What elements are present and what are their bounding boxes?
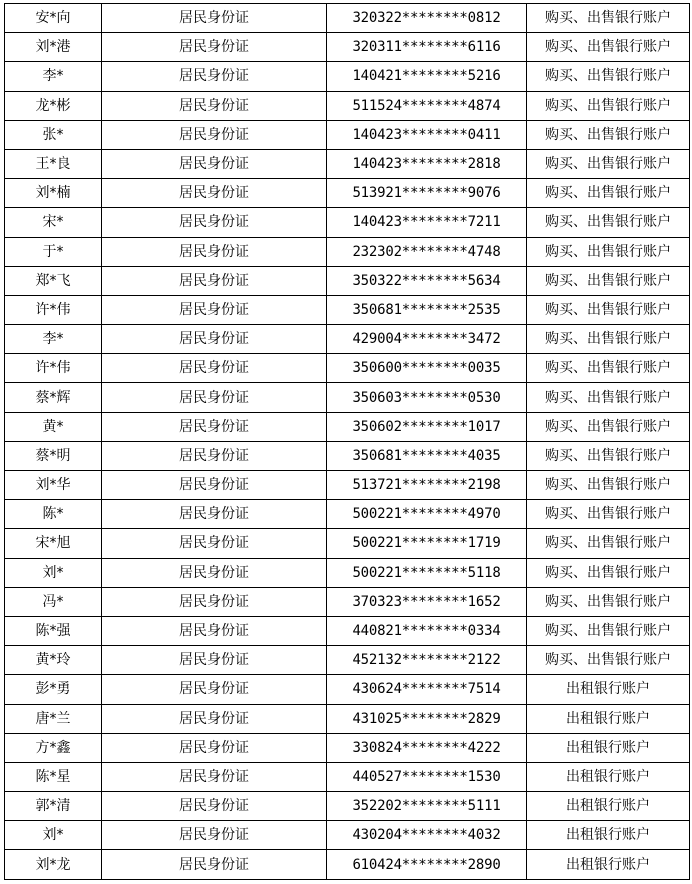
name-cell: 刘*楠: [5, 179, 102, 208]
document-type-cell: 居民身份证: [102, 529, 327, 558]
table-row: [5, 412, 690, 441]
id-number-cell: 320322********0812: [327, 4, 527, 33]
id-number-cell: 350681********4035: [327, 441, 527, 470]
id-number-cell: 320311********6116: [327, 33, 527, 62]
name-cell: 宋*: [5, 208, 102, 237]
id-number-cell: 440821********0334: [327, 616, 527, 645]
table-row: [5, 704, 690, 733]
id-number-cell: 440527********1530: [327, 762, 527, 791]
violation-type-cell: 购买、出售银行账户: [527, 266, 690, 295]
name-cell: 黄*玲: [5, 646, 102, 675]
name-cell: 王*良: [5, 149, 102, 178]
name-cell: 陈*: [5, 500, 102, 529]
violation-type-cell: 购买、出售银行账户: [527, 179, 690, 208]
name-cell: 陈*星: [5, 762, 102, 791]
violation-type-cell: 购买、出售银行账户: [527, 237, 690, 266]
name-cell: 李*: [5, 62, 102, 91]
name-cell: 刘*: [5, 558, 102, 587]
records-table: [4, 3, 690, 880]
document-type-cell: 居民身份证: [102, 266, 327, 295]
name-cell: 方*鑫: [5, 733, 102, 762]
violation-type-cell: 购买、出售银行账户: [527, 441, 690, 470]
violation-type-cell: 购买、出售银行账户: [527, 33, 690, 62]
id-number-cell: 500221********4970: [327, 500, 527, 529]
violation-type-cell: 购买、出售银行账户: [527, 4, 690, 33]
table-row: [5, 208, 690, 237]
table-row: [5, 646, 690, 675]
name-cell: 彭*勇: [5, 675, 102, 704]
document-type-cell: 居民身份证: [102, 325, 327, 354]
violation-type-cell: 出租银行账户: [527, 675, 690, 704]
document-type-cell: 居民身份证: [102, 149, 327, 178]
name-cell: 龙*彬: [5, 91, 102, 120]
table-row: [5, 91, 690, 120]
id-number-cell: 350602********1017: [327, 412, 527, 441]
violation-type-cell: 购买、出售银行账户: [527, 558, 690, 587]
document-type-cell: 居民身份证: [102, 792, 327, 821]
id-number-cell: 140421********5216: [327, 62, 527, 91]
id-number-cell: 610424********2890: [327, 850, 527, 879]
violation-type-cell: 购买、出售银行账户: [527, 62, 690, 91]
name-cell: 刘*龙: [5, 850, 102, 879]
table-row: [5, 558, 690, 587]
document-type-cell: 居民身份证: [102, 471, 327, 500]
name-cell: 刘*: [5, 821, 102, 850]
document-type-cell: 居民身份证: [102, 850, 327, 879]
id-number-cell: 429004********3472: [327, 325, 527, 354]
table-row: [5, 179, 690, 208]
table-row: [5, 821, 690, 850]
violation-type-cell: 购买、出售银行账户: [527, 471, 690, 500]
table-row: [5, 471, 690, 500]
document-type-cell: 居民身份证: [102, 675, 327, 704]
document-type-cell: 居民身份证: [102, 383, 327, 412]
name-cell: 刘*港: [5, 33, 102, 62]
document-type-cell: 居民身份证: [102, 208, 327, 237]
table-row: [5, 295, 690, 324]
id-number-cell: 370323********1652: [327, 587, 527, 616]
document-type-cell: 居民身份证: [102, 587, 327, 616]
table-row: [5, 62, 690, 91]
violation-type-cell: 购买、出售银行账户: [527, 149, 690, 178]
name-cell: 冯*: [5, 587, 102, 616]
violation-type-cell: 购买、出售银行账户: [527, 500, 690, 529]
name-cell: 蔡*明: [5, 441, 102, 470]
id-number-cell: 431025********2829: [327, 704, 527, 733]
name-cell: 许*伟: [5, 354, 102, 383]
table-row: [5, 149, 690, 178]
violation-type-cell: 购买、出售银行账户: [527, 383, 690, 412]
document-type-cell: 居民身份证: [102, 646, 327, 675]
violation-type-cell: 购买、出售银行账户: [527, 208, 690, 237]
table-row: [5, 529, 690, 558]
violation-type-cell: 出租银行账户: [527, 821, 690, 850]
document-type-cell: 居民身份证: [102, 558, 327, 587]
table-row: [5, 733, 690, 762]
document-type-cell: 居民身份证: [102, 295, 327, 324]
violation-type-cell: 购买、出售银行账户: [527, 295, 690, 324]
document-type-cell: 居民身份证: [102, 33, 327, 62]
id-number-cell: 350322********5634: [327, 266, 527, 295]
table-row: [5, 325, 690, 354]
id-number-cell: 232302********4748: [327, 237, 527, 266]
violation-type-cell: 出租银行账户: [527, 733, 690, 762]
id-number-cell: 140423********0411: [327, 120, 527, 149]
violation-type-cell: 购买、出售银行账户: [527, 412, 690, 441]
name-cell: 刘*华: [5, 471, 102, 500]
document-type-cell: 居民身份证: [102, 500, 327, 529]
id-number-cell: 430204********4032: [327, 821, 527, 850]
document-type-cell: 居民身份证: [102, 179, 327, 208]
document-type-cell: 居民身份证: [102, 412, 327, 441]
document-type-cell: 居民身份证: [102, 616, 327, 645]
id-number-cell: 513721********2198: [327, 471, 527, 500]
document-type-cell: 居民身份证: [102, 704, 327, 733]
id-number-cell: 513921********9076: [327, 179, 527, 208]
violation-type-cell: 出租银行账户: [527, 762, 690, 791]
id-number-cell: 500221********1719: [327, 529, 527, 558]
table-row: [5, 792, 690, 821]
table-row: [5, 587, 690, 616]
violation-type-cell: 购买、出售银行账户: [527, 325, 690, 354]
id-number-cell: 452132********2122: [327, 646, 527, 675]
table-row: [5, 33, 690, 62]
violation-type-cell: 购买、出售银行账户: [527, 529, 690, 558]
violation-type-cell: 购买、出售银行账户: [527, 120, 690, 149]
violation-type-cell: 出租银行账户: [527, 704, 690, 733]
document-type-cell: 居民身份证: [102, 821, 327, 850]
document-type-cell: 居民身份证: [102, 354, 327, 383]
name-cell: 李*: [5, 325, 102, 354]
table-row: [5, 237, 690, 266]
name-cell: 宋*旭: [5, 529, 102, 558]
name-cell: 黄*: [5, 412, 102, 441]
name-cell: 陈*强: [5, 616, 102, 645]
table-row: [5, 500, 690, 529]
id-number-cell: 350600********0035: [327, 354, 527, 383]
name-cell: 张*: [5, 120, 102, 149]
id-number-cell: 140423********7211: [327, 208, 527, 237]
violation-type-cell: 购买、出售银行账户: [527, 91, 690, 120]
table-row: [5, 616, 690, 645]
table-row: [5, 4, 690, 33]
name-cell: 许*伟: [5, 295, 102, 324]
document-type-cell: 居民身份证: [102, 91, 327, 120]
violation-type-cell: 购买、出售银行账户: [527, 354, 690, 383]
violation-type-cell: 购买、出售银行账户: [527, 646, 690, 675]
id-number-cell: 511524********4874: [327, 91, 527, 120]
document-type-cell: 居民身份证: [102, 441, 327, 470]
document-type-cell: 居民身份证: [102, 237, 327, 266]
violation-type-cell: 出租银行账户: [527, 792, 690, 821]
document-type-cell: 居民身份证: [102, 120, 327, 149]
id-number-cell: 350603********0530: [327, 383, 527, 412]
document-type-cell: 居民身份证: [102, 762, 327, 791]
id-number-cell: 500221********5118: [327, 558, 527, 587]
document-type-cell: 居民身份证: [102, 4, 327, 33]
id-number-cell: 430624********7514: [327, 675, 527, 704]
document-type-cell: 居民身份证: [102, 733, 327, 762]
records-table-body: [5, 4, 690, 880]
id-number-cell: 330824********4222: [327, 733, 527, 762]
table-row: [5, 441, 690, 470]
violation-type-cell: 购买、出售银行账户: [527, 587, 690, 616]
name-cell: 蔡*辉: [5, 383, 102, 412]
table-row: [5, 383, 690, 412]
violation-type-cell: 购买、出售银行账户: [527, 616, 690, 645]
document-type-cell: 居民身份证: [102, 62, 327, 91]
id-number-cell: 140423********2818: [327, 149, 527, 178]
name-cell: 唐*兰: [5, 704, 102, 733]
name-cell: 郑*飞: [5, 266, 102, 295]
name-cell: 郭*清: [5, 792, 102, 821]
table-row: [5, 266, 690, 295]
table-row: [5, 850, 690, 879]
id-number-cell: 350681********2535: [327, 295, 527, 324]
table-row: [5, 675, 690, 704]
id-number-cell: 352202********5111: [327, 792, 527, 821]
table-row: [5, 762, 690, 791]
table-row: [5, 120, 690, 149]
name-cell: 安*向: [5, 4, 102, 33]
violation-type-cell: 出租银行账户: [527, 850, 690, 879]
table-row: [5, 354, 690, 383]
name-cell: 于*: [5, 237, 102, 266]
